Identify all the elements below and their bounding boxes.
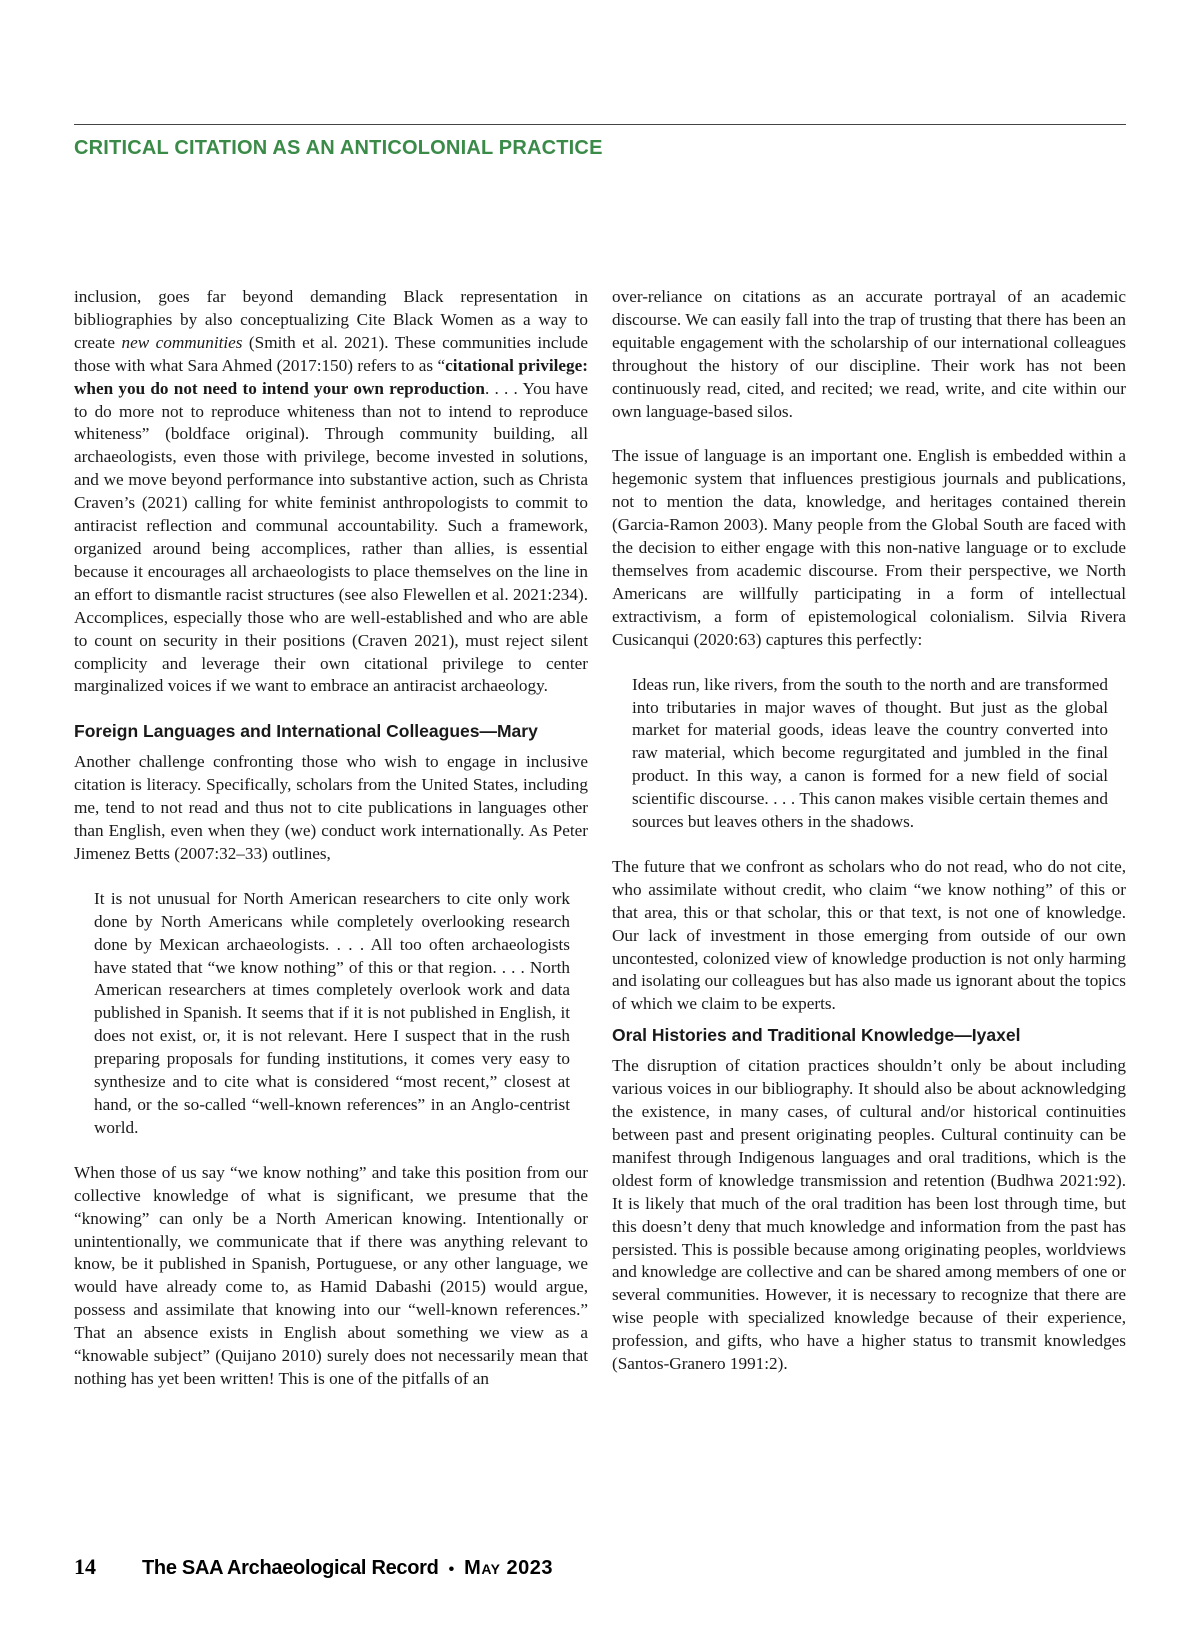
emphasis-text: new communities	[121, 332, 243, 352]
text-run: . . . . You have to do more not to reproduce whiteness than not to intend to reproduce whiteness” (boldface original). Through community building, all archaeologists, even those with privilege, become invested in solutions, and we move beyond performance into substantive action, such as Christa Craven’s (2021) calling for white feminist anthropologists to commit to antiracist reflection and communal accountability. Such a framework, organized around being accomplices, rather than allies, is essential because it encourages all archaeologists to place themselves on the line in an effort to dismantle racist structures (see also Flewellen et al. 2021:234). Accomplices, especially those who are well-established and who are able to count on security in their positions (Craven 2021), must reject silent complicity and leverage their own citational privilege to center marginalized voices if we want to embrace an antiracist archaeology.	[74, 378, 589, 696]
page-number: 14	[74, 1554, 96, 1579]
left-column	[74, 286, 588, 1413]
issue-date: May 2023	[464, 1557, 554, 1579]
left-paragraph-3: When those of us say “we know nothing” and take this position from our collective knowledge of what is significant, we presume that the “knowing” can only be a North American knowing. Intentionally or unintentionally, we communicate that if there was anything relevant to know, be it published in Spanish, Portuguese, or any other language, we would have already come to, as Hamid Dabashi (2015) would argue, possess and assimilate that knowing into our “well-known references.” That an absence exists in English about something we view as a “knowable subject” (Quijano 2010) surely does not necessarily mean that nothing has yet been written! This is one of the pitfalls of an	[74, 1162, 588, 1388]
text-run: (Smith et al. 2021). These communities include those with what Sara Ahmed (2017:150) refers to as “	[74, 332, 588, 375]
section-heading-oral-histories: Oral Histories and Traditional Knowledge—Iyaxel	[612, 1025, 1021, 1046]
right-paragraph-4: The disruption of citation practices shouldn’t only be about including various voices in our bibliography. It should also be about acknowledging the existence, in many cases, of cultural and/or historical continuities between past and present originating peoples. Cultural continuity can be manifest through Indigenous languages and oral traditions, which is the oldest form of knowledge transmission and retention (Budhwa 2021:92). It is likely that much of the oral tradition has been lost through time, but this doesn’t deny that much knowledge and information from the past has persisted. This is possible because among originating peoples, worldviews and knowledge are collective and can be shared among members of one or several communities. However, it is necessary to recognize that there are wise people with specialized knowledge because of their experience, profession, and gifts, who have a higher status to transmit knowledges (Santos-Granero 1991:2).	[612, 1056, 1126, 1374]
page-footer	[74, 1554, 553, 1580]
header-rule	[74, 124, 1126, 125]
left-paragraph-2: Another challenge confronting those who wish to engage in inclusive citation is literacy. Specifically, scholars from the United States, including me, tend to not read and thus not to cite publications in languages other than English, even when they (we) conduct work internationally. As Peter Jimenez Betts (2007:32–33) outlines,	[74, 752, 588, 863]
section-heading-foreign-languages: Foreign Languages and International Colleagues—Mary	[74, 721, 538, 742]
right-paragraph-2: The issue of language is an important one. English is embedded within a hegemonic system that influences prestigious journals and publications, not to mention the data, knowledge, and heritages contained therein (Garcia-Ramon 2003). Many people from the Global South are faced with the decision to either engage with this non-native language or to exclude themselves from academic discourse. From their perspective, we North Americans are willfully participating in a form of intellectual extractivism, a form of epistemological colonialism. Silvia Rivera Cusicanqui (2020:63) captures this perfectly:	[612, 446, 1126, 649]
bullet-separator: •	[448, 1561, 455, 1578]
right-block-quote: Ideas run, like rivers, from the south to the north and are transformed into tributaries in major waves of thought. But just as the global market for material goods, ideas leave the country converted into raw material, which become regurgitated and jumbled in the final product. In this way, a canon is formed for a new field of social scientific discourse. . . . This canon makes visible certain themes and sources but leaves others in the shadows.	[632, 674, 1108, 832]
bold-quote-text: citational privilege: when you do not need to intend your own reproduction	[74, 355, 588, 398]
left-paragraph-1	[74, 286, 588, 698]
right-paragraph-1: over-reliance on citations as an accurate portrayal of an academic discourse. We can easily fall into the trap of trusting that there has been an equitable engagement with the scholarship of our international colleagues throughout the history of our discipline. Their work has not been continuously read, cited, and recited; we read, write, and cite within our own language-based silos.	[612, 287, 1126, 421]
right-column	[612, 286, 1126, 1398]
text-run: inclusion, goes far beyond demanding Black representation in bibliographies by also conceptualizing Cite Black Women as a way to create	[74, 287, 588, 352]
left-block-quote: It is not unusual for North American researchers to cite only work done by North Americans while completely overlooking research done by Mexican archaeologists. . . . All too often archaeologists have stated that “we know nothing” of this or that region. . . . North American researchers at times completely overlook work and data published in Spanish. It seems that if it is not published in English, it does not exist, or, it is not relevant. Here I suspect that in the rush preparing proposals for funding institutions, it comes very easy to synthesize and to cite what is considered “most recent,” closest at hand, or the so-called “well-known references” in an Anglo-centrist world.	[94, 888, 570, 1137]
right-paragraph-3: The future that we confront as scholars who do not read, who do not cite, who assimilate without credit, who claim “we know nothing” of this or that area, this or that scholar, this or that text, is not one of knowledge. Our lack of investment in those emerging from outside of our own uncontested, colonized view of knowledge production is not only harming and isolating our colleagues but has also made us ignorant about the topics of which we claim to be experts.	[612, 856, 1126, 1014]
journal-title: The SAA Archaeological Record	[142, 1557, 439, 1579]
running-header-title: CRITICAL CITATION AS AN ANTICOLONIAL PRACTICE	[74, 137, 603, 159]
